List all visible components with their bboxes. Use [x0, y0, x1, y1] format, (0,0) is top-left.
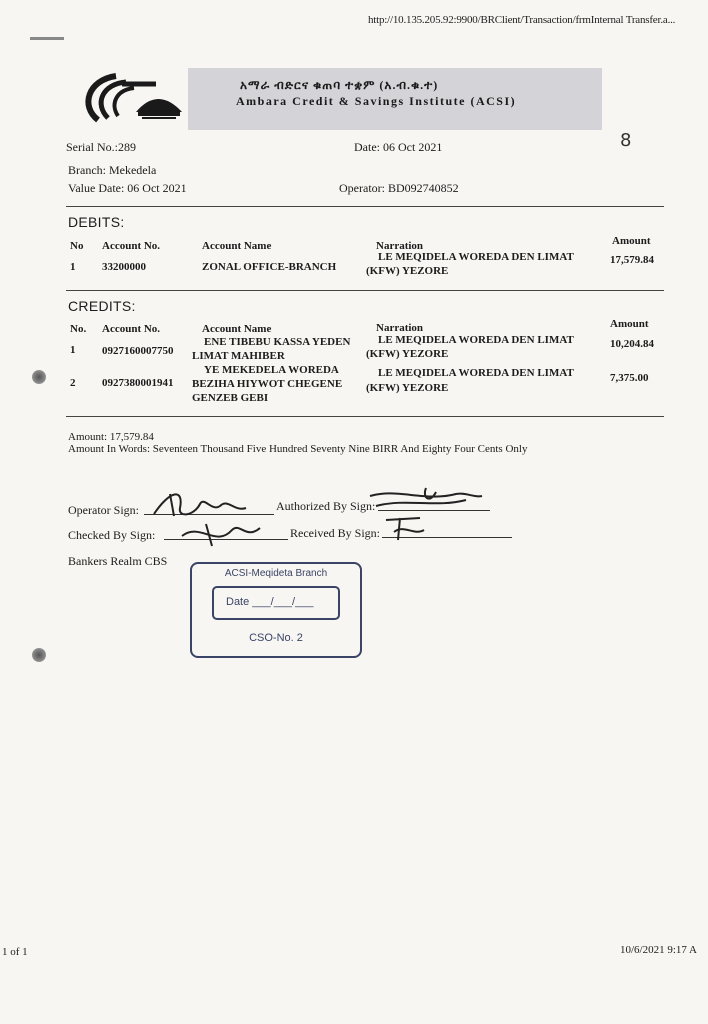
- value-date: Value Date: 06 Oct 2021: [68, 181, 187, 195]
- stamp-branch-name: ACSI-Meqideta Branch: [224, 568, 328, 579]
- credit-row-amount: 10,204.84: [610, 338, 654, 350]
- debit-row-narration-line1: LE MEQIDELA WOREDA DEN LIMAT: [378, 251, 574, 263]
- stamp-date-box: [212, 586, 340, 620]
- credits-header-account-name: Account Name: [202, 323, 272, 335]
- credit-row-account-name-line1: ENE TIBEBU KASSA YEDEN: [204, 336, 351, 348]
- debit-row-account-no: 33200000: [102, 261, 146, 273]
- debits-header-account-name: Account Name: [202, 240, 272, 252]
- debit-row-account-name: ZONAL OFFICE-BRANCH: [202, 261, 337, 273]
- credit-row-narration-line2: (KFW) YEZORE: [366, 348, 449, 360]
- acsi-logo-icon: [76, 72, 186, 124]
- debits-header-no: No: [70, 240, 84, 252]
- credit-row-account-name-line2: LIMAT MAHIBER: [192, 350, 285, 362]
- credit-row-narration-line1: LE MEQIDELA WOREDA DEN LIMAT: [378, 334, 574, 346]
- received-sign-label: Received By Sign:: [290, 526, 380, 540]
- debits-header-amount: Amount: [612, 235, 651, 247]
- credits-header-narration: Narration: [376, 322, 424, 334]
- divider: [66, 290, 664, 291]
- debits-title: DEBITS:: [68, 214, 125, 230]
- punch-hole: [32, 648, 46, 662]
- divider: [66, 416, 664, 417]
- operator-sign-label: Operator Sign:: [68, 503, 139, 517]
- system-name: Bankers Realm CBS: [68, 554, 168, 568]
- transaction-date: Date: 06 Oct 2021: [354, 140, 443, 154]
- stamp-date-label: Date ___/___/___: [226, 596, 314, 608]
- amount-in-words: Amount In Words: Seventeen Thousand Five Hundred Seventy Nine BIRR And Eighty Four Cents Only: [68, 443, 528, 455]
- debit-row-amount: 17,579.84: [610, 254, 654, 266]
- credits-header-amount: Amount: [610, 318, 649, 330]
- staple-mark-icon: [30, 36, 64, 41]
- credit-row-no: 2: [70, 377, 76, 389]
- credit-row-amount: 7,375.00: [610, 372, 649, 384]
- branch-stamp: [190, 562, 362, 658]
- credits-header-no: No.: [70, 323, 87, 335]
- credit-row-account-no: 0927160007750: [102, 345, 174, 357]
- stamp-cso-number: CSO-No. 2: [249, 632, 303, 644]
- print-datetime: 10/6/2021 9:17 A: [620, 944, 698, 956]
- authorized-sign-label: Authorized By Sign:: [276, 499, 376, 513]
- credit-row-account-name-line2: BEZIHA HIYWOT CHEGENE: [192, 378, 343, 390]
- serial-number: Serial No.:289: [66, 140, 136, 154]
- credit-row-narration-line1: LE MEQIDELA WOREDA DEN LIMAT: [378, 367, 574, 379]
- institute-name-english: Ambara Credit & Savings Institute (ACSI): [236, 94, 517, 108]
- branch-name: Branch: Mekedela: [68, 163, 157, 177]
- received-signature-icon: [380, 514, 430, 544]
- debit-row-narration-line2: (KFW) YEZORE: [366, 265, 449, 277]
- debits-header-narration: Narration: [376, 240, 424, 252]
- debits-header-account-no: Account No.: [102, 240, 161, 252]
- total-amount: Amount: 17,579.84: [68, 431, 154, 443]
- punch-hole: [32, 370, 46, 384]
- authorized-signature-icon: [366, 484, 486, 514]
- print-url: http://10.135.205.92:9900/BRClient/Transaction/frmInternal Transfer.a...: [368, 14, 676, 26]
- credit-row-no: 1: [70, 344, 76, 356]
- checked-signature-icon: [176, 518, 266, 548]
- checked-sign-label: Checked By Sign:: [68, 528, 156, 542]
- handwritten-page-mark: 8: [620, 130, 632, 151]
- credit-row-narration-line2: (KFW) YEZORE: [366, 382, 449, 394]
- debit-row-no: 1: [70, 261, 76, 273]
- operator-id: Operator: BD092740852: [339, 181, 459, 195]
- credits-title: CREDITS:: [68, 298, 136, 314]
- institute-name-amharic: አማራ ብድርና ቁጠባ ተቋም (አ.ብ.ቁ.ተ): [240, 78, 439, 92]
- print-page-count: 1 of 1: [2, 946, 28, 958]
- credit-row-account-no: 0927380001941: [102, 377, 174, 389]
- credit-row-account-name-line1: YE MEKEDELA WOREDA: [204, 364, 339, 376]
- operator-signature-icon: [150, 486, 280, 522]
- credits-header-account-no: Account No.: [102, 323, 161, 335]
- divider: [66, 206, 664, 207]
- credit-row-account-name-line3: GENZEB GEBI: [192, 392, 269, 404]
